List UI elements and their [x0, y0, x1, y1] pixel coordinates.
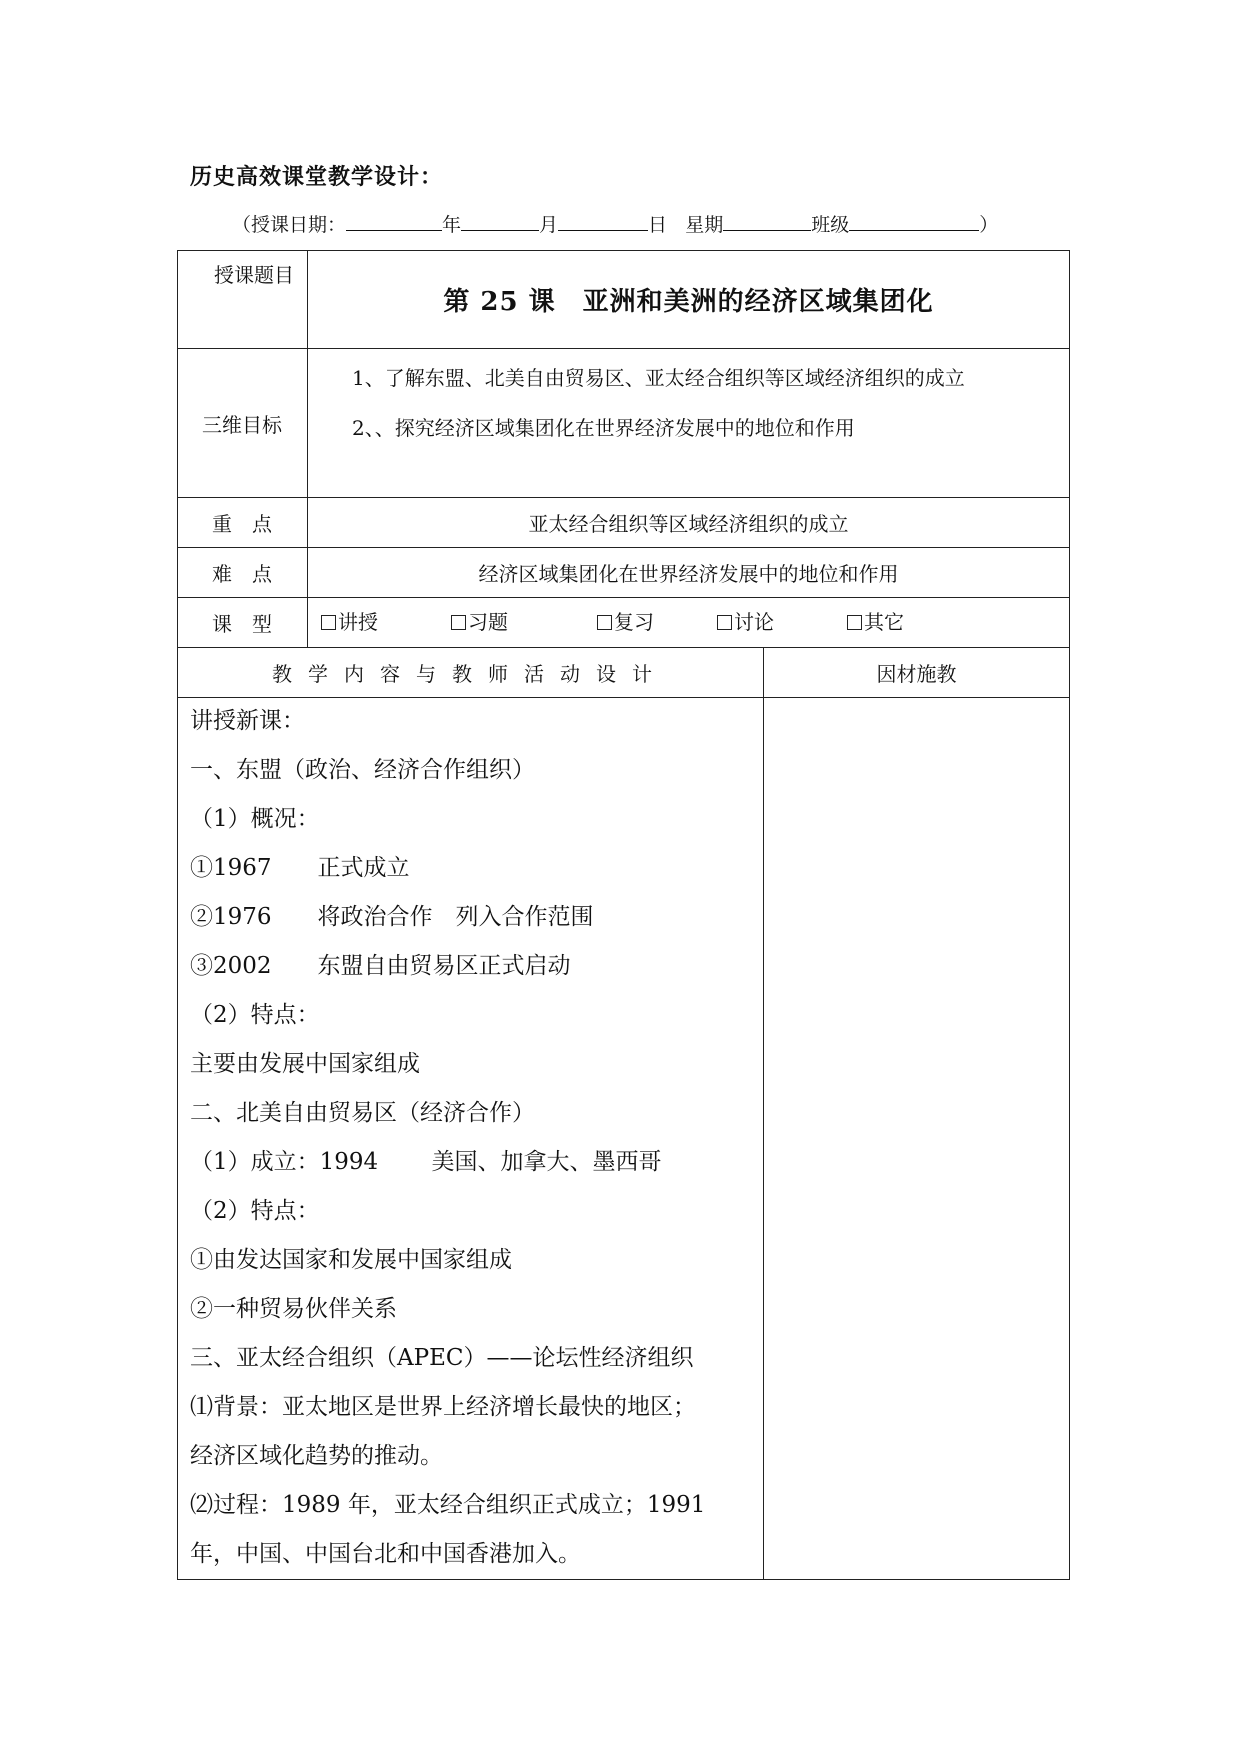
type-option-label: 复习 — [614, 610, 654, 634]
goal-item-2: 2、、探究经济区域集团化在世界经济发展中的地位和作用 — [352, 416, 855, 440]
content-line: ①1967 正式成立 — [190, 855, 410, 881]
type-option-review[interactable] — [597, 597, 654, 647]
content-line: 年，中国、中国台北和中国香港加入。 — [190, 1541, 581, 1567]
date-close-label: ） — [979, 214, 999, 236]
lesson-type-label: 课 型 — [212, 611, 272, 636]
class-label: 班级 — [811, 214, 850, 236]
checkbox-icon[interactable] — [847, 615, 862, 630]
content-line: （1）概况： — [190, 806, 320, 832]
lesson-type-options — [307, 597, 1070, 647]
type-option-label: 其它 — [864, 610, 904, 634]
content-line: 三、亚太经合组织（APEC）——论坛性经济组织 — [190, 1345, 694, 1371]
month-label: 月 — [539, 214, 559, 236]
content-line: ⑵过程：1989 年，亚太经合组织正式成立；1991 — [190, 1492, 706, 1518]
difficulty-label: 难 点 — [212, 561, 272, 586]
key-point-text: 亚太经合组织等区域经济组织的成立 — [528, 511, 849, 536]
lesson-title: 第 25 课 亚洲和美洲的经济区域集团化 — [443, 286, 934, 317]
teaching-content — [190, 697, 750, 1579]
type-option-lecture[interactable] — [321, 597, 378, 647]
topic-label: 授课题目 — [214, 263, 294, 287]
content-line: 主要由发展中国家组成 — [190, 1051, 420, 1077]
goals-label: 三维目标 — [202, 412, 282, 437]
goal-item-1: 1、了解东盟、北美自由贸易区、亚太经合组织等区域经济组织的成立 — [352, 366, 965, 390]
side-column-divider — [763, 647, 764, 1580]
content-line: ③2002 东盟自由贸易区正式启动 — [190, 953, 571, 979]
checkbox-icon[interactable] — [321, 615, 336, 630]
day-label: 日 — [648, 214, 668, 236]
content-line: ⑴背景：亚太地区是世界上经济增长最快的地区； — [190, 1394, 696, 1420]
type-option-label: 习题 — [468, 610, 508, 634]
year-blank[interactable] — [346, 210, 442, 231]
type-option-label: 讲授 — [338, 610, 378, 634]
content-line: ②1976 将政治合作 列入合作范围 — [190, 904, 594, 930]
class-blank[interactable] — [849, 210, 979, 231]
weekday-label: 星期 — [685, 214, 724, 236]
date-open-label: （授课日期： — [232, 214, 347, 236]
content-line: （2）特点： — [190, 1198, 320, 1224]
year-label: 年 — [442, 214, 462, 236]
row-divider — [177, 348, 1070, 349]
type-option-discussion[interactable] — [717, 597, 774, 647]
side-header: 因材施教 — [876, 661, 957, 686]
document-title: 历史高效课堂教学设计： — [190, 164, 444, 190]
weekday-blank[interactable] — [723, 210, 811, 231]
key-point-label: 重 点 — [212, 511, 272, 536]
type-option-label: 讨论 — [734, 610, 774, 634]
content-line: ①由发达国家和发展中国家组成 — [190, 1247, 512, 1273]
content-line: （1）成立：1994 美国、加拿大、墨西哥 — [190, 1149, 662, 1175]
content-line: 讲授新课： — [190, 708, 305, 734]
day-blank[interactable] — [558, 210, 648, 231]
month-blank[interactable] — [461, 210, 539, 231]
type-option-other[interactable] — [847, 597, 904, 647]
checkbox-icon[interactable] — [451, 615, 466, 630]
content-line: 一、东盟（政治、经济合作组织） — [190, 757, 535, 783]
date-line — [232, 210, 998, 237]
type-option-exercise[interactable] — [451, 597, 508, 647]
checkbox-icon[interactable] — [717, 615, 732, 630]
content-line: 二、北美自由贸易区（经济合作） — [190, 1100, 535, 1126]
content-header: 教学内容与教师活动设计 — [272, 661, 668, 686]
difficulty-text: 经济区域集团化在世界经济发展中的地位和作用 — [478, 561, 899, 586]
content-line: （2）特点： — [190, 1002, 320, 1028]
content-line: 经济区域化趋势的推动。 — [190, 1443, 443, 1469]
checkbox-icon[interactable] — [597, 615, 612, 630]
content-line: ②一种贸易伙伴关系 — [190, 1296, 397, 1322]
